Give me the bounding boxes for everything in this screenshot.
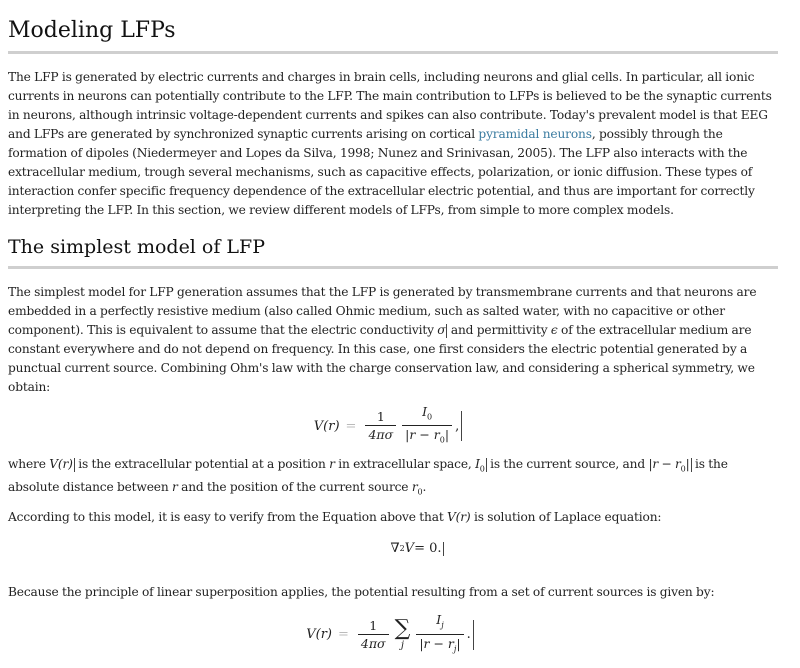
where-b: is the extracellular potential at a position (74, 457, 330, 471)
eq1-den: |r − r (405, 427, 440, 442)
equation-point-source (0, 397, 778, 455)
eq3-frac2-denominator (416, 634, 463, 658)
sum-index: j (400, 640, 404, 652)
math-marker (443, 542, 444, 556)
where-d: is the current source, and (486, 457, 649, 471)
eq3-den-end: | (456, 635, 461, 651)
intro-text-1: The LFP is generated by electric currents and charges in brain cells, including neurons and glial cells. In particular, all ionic currents in neurons can potentially contribute to the LFP. The main contribution to LFPs is believed to be the synaptic currents in neurons, although intrinsic voltage-dependent currents and spikes can also contribute. Today's prevalent model is that EEG and LFPs are generated by synchronized synaptic currents arising on cortical (8, 70, 772, 141)
eq3-equals: = (337, 627, 349, 643)
page-title: Modeling LFPs (8, 0, 778, 54)
eq1-frac2-numerator (419, 404, 435, 426)
eq3-i: I (436, 612, 442, 628)
eq1-i-sub: 0 (427, 412, 433, 421)
p1-text-b: and permittivity (447, 323, 551, 337)
sigma-symbol: σ (437, 323, 446, 337)
math-marker (473, 620, 474, 650)
eq3-lhs: V(r) (306, 627, 332, 643)
where-r2: r (171, 480, 178, 495)
equation-superposition (2, 602, 778, 668)
where-a: where (8, 457, 50, 471)
epsilon-symbol: ϵ (550, 323, 558, 337)
eq2-sup: 2 (399, 544, 405, 554)
eq3-frac1-numerator: 1 (369, 617, 378, 633)
eq3-fraction-constant (358, 618, 389, 652)
eq3-i-sub: j (441, 620, 444, 630)
according-a: According to this model, it is easy to verify from the Equation above that (8, 509, 447, 524)
intro-paragraph (8, 68, 778, 220)
eq2-nabla: ∇ (390, 541, 400, 557)
where-absr: |r − r (648, 457, 681, 471)
where-paragraph (8, 455, 778, 502)
eq2-v: V (404, 541, 415, 557)
eq3-frac1-denominator: 4πσ (358, 634, 389, 652)
eq1-frac1-denominator: 4πσ (365, 425, 396, 443)
p1-text-a: The simplest model for LFP generation assumes that the LFP is generated by transmembrane currents and that neurons are embedded in a perfectly resistive medium (also called Ohmic medium, such as salted water, with no capacitive or other component). This is equivalent to assume that the electric conductivity (8, 285, 757, 337)
eq1-lhs: V(r) (313, 418, 340, 434)
where-f: and the position of the current source (177, 480, 412, 495)
eq1-frac1-numerator: 1 (376, 409, 385, 424)
where-r: r (329, 457, 335, 471)
where-absr-sub: 0 (680, 464, 686, 474)
eq3-punct: . (466, 627, 471, 643)
eq2-punct: . (437, 541, 442, 557)
p1-text-c: of the extracellular medium are constant everywhere and do not depend on frequency. In this case, one first considers the electric potential generated by a punctual current source. Combining Ohm's law with the charge conservation law, and considering a spherical symmetry, we obtain: (8, 323, 755, 394)
pyramidal-neurons-link[interactable]: pyramidal neurons (478, 127, 592, 141)
simplest-model-paragraph (8, 283, 778, 397)
sum-symbol: ∑ (394, 616, 411, 642)
according-paragraph (8, 508, 778, 527)
eq3-summation (395, 618, 411, 651)
eq3-den: |r − r (419, 635, 454, 651)
where-absr-end: | (685, 457, 690, 471)
eq2-eq: = 0 (414, 541, 438, 557)
where-v: V(r) (49, 457, 73, 471)
eq1-fraction-current (402, 404, 452, 449)
where-e: is the absolute distance between (8, 457, 728, 495)
where-i0: I (475, 457, 480, 471)
eq1-i: I (422, 403, 428, 419)
eq1-frac2-denominator (402, 425, 452, 449)
equation-laplace (56, 527, 778, 571)
eq3-den-sub: j (453, 644, 457, 654)
superposition-paragraph: Because the principle of linear superposition applies, the potential resulting from a set of current sources is given by: (8, 584, 715, 599)
according-v: V(r) (447, 509, 471, 524)
where-r0-sub: 0 (417, 487, 423, 497)
where-i0-sub: 0 (479, 464, 485, 474)
eq1-den-sub: 0 (439, 435, 445, 445)
intro-text-2: , possibly through the formation of dipoles (Niedermeyer and Lopes da Silva, 1998; Nunez and Srinivasan, 2005). The LFP also interacts with the extracellular medium, trough several mechanisms, such as capacitive effects, polarization, or ionic diffusion. These types of interaction confer specific frequency dependence of the extracellular electric potential, and thus are important for correctly interpreting the LFP. In this section, we review different models of LFPs, from simple to more complex models. (8, 127, 755, 217)
where-g: . (422, 480, 427, 495)
where-r0: r (411, 480, 418, 495)
where-c: in extracellular space, (334, 457, 476, 471)
math-marker (461, 411, 462, 441)
eq1-den-end: | (444, 427, 450, 442)
eq1-equals: = (345, 418, 357, 434)
eq3-fraction-current (416, 612, 463, 657)
section-title: The simplest model of LFP (8, 226, 778, 269)
according-b: is solution of Laplace equation: (470, 509, 662, 524)
eq3-frac2-numerator (433, 612, 446, 634)
eq1-punct: , (455, 418, 460, 434)
eq1-fraction-constant (365, 409, 396, 443)
